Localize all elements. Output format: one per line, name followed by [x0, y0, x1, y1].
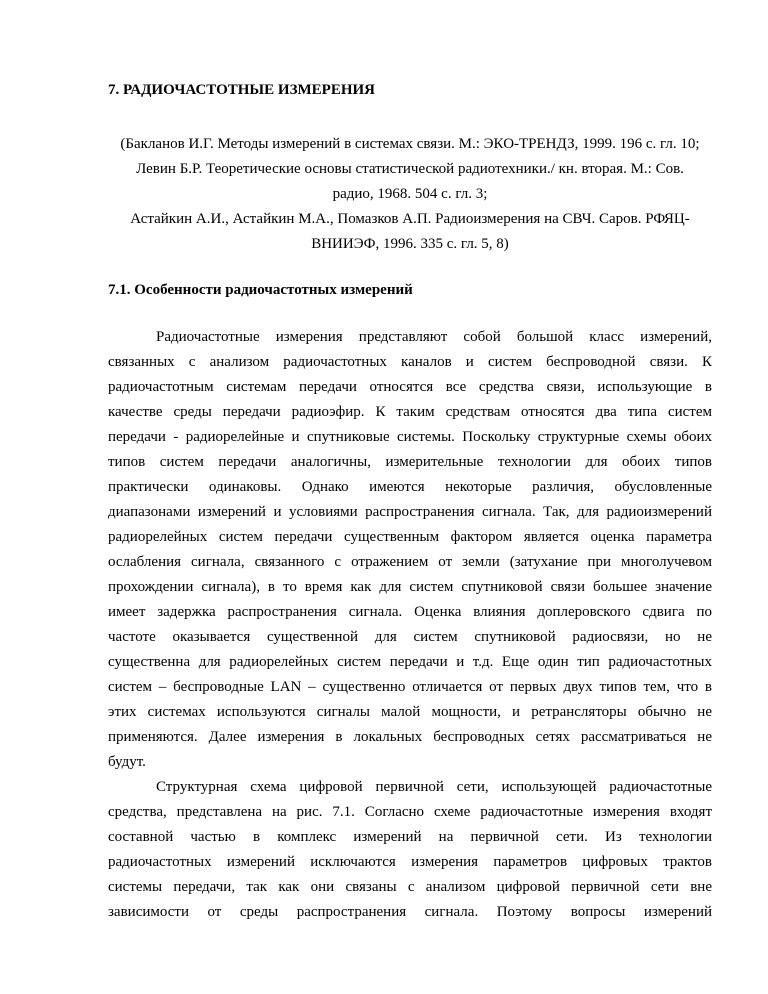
- references-block: [108, 132, 712, 257]
- text-line: будут.: [108, 754, 146, 770]
- paragraph-1: [108, 325, 712, 775]
- chapter-title: 7. РАДИОЧАСТОТНЫЕ ИЗМЕРЕНИЯ: [108, 82, 375, 98]
- text-line: средства, представлена на рис. 7.1. Согласно схеме радиочастотные измерения входят: [108, 804, 712, 820]
- text-line: диапазонами измерений и условиями распространения сигнала. Так, для радиоизмерений: [108, 504, 712, 520]
- paragraph-2: [108, 775, 712, 925]
- text-line: имеет задержка распространения сигнала. Оценка влияния доплеровского сдвига по: [108, 604, 712, 620]
- reference-line: Левин Б.Р. Теоретические основы статистической радиотехники./ кн. вторая. М.: Сов.: [136, 161, 684, 177]
- reference-line: Астайкин А.И., Астайкин М.А., Помазков А.П. Радиоизмерения на СВЧ. Саров. РФЯЦ-: [130, 211, 690, 227]
- text-line: существенна для радиорелейных систем передачи и т.д. Еще один тип радиочастотных: [108, 654, 712, 670]
- text-line: зависимости от среды распространения сигнала. Поэтому вопросы измерений: [108, 904, 712, 920]
- text-line: Структурная схема цифровой первичной сети, использующей радиочастотные: [156, 779, 712, 795]
- text-line: связанных с анализом радиочастотных каналов и систем беспроводной связи. К: [108, 354, 712, 370]
- text-line: прохождении сигнала), в то время как для систем спутниковой связи большее значение: [108, 579, 712, 595]
- section-title: 7.1. Особенности радиочастотных измерений: [108, 282, 413, 298]
- text-line: радиочастотных измерений исключаются измерения параметров цифровых трактов: [108, 854, 712, 870]
- text-line: радиочастотным системам передачи относятся все средства связи, использующие в: [108, 379, 712, 395]
- reference-line: (Бакланов И.Г. Методы измерений в системах связи. М.: ЭКО-ТРЕНДЗ, 1999. 196 с. гл. 10;: [120, 136, 700, 152]
- text-line: практически одинаковы. Однако имеются некоторые различия, обусловленные: [108, 479, 712, 495]
- text-line: системы передачи, так как они связаны с анализом цифровой первичной сети вне: [108, 879, 712, 895]
- text-line: типов систем передачи аналогичны, измерительные технологии для обоих типов: [108, 454, 712, 470]
- text-line: систем – беспроводные LAN – существенно отличается от первых двух типов тем, что в: [108, 679, 712, 695]
- text-line: передачи - радиорелейные и спутниковые системы. Поскольку структурные схемы обоих: [108, 429, 712, 445]
- text-line: частоте оказывается существенной для систем спутниковой радиосвязи, но не: [108, 629, 712, 645]
- text-line: радиорелейных систем передачи существенным фактором является оценка параметра: [108, 529, 712, 545]
- reference-line: радио, 1968. 504 с. гл. 3;: [332, 186, 488, 202]
- reference-line: ВНИИЭФ, 1996. 335 с. гл. 5, 8): [311, 236, 509, 252]
- body-text: [108, 325, 712, 925]
- text-line: применяются. Далее измерения в локальных беспроводных сетях рассматриваться не: [108, 729, 712, 745]
- text-line: ослабления сигнала, связанного с отражением от земли (затухание при многолучевом: [108, 554, 712, 570]
- text-line: качестве среды передачи радиоэфир. К таким средствам относятся два типа систем: [108, 404, 712, 420]
- text-line: Радиочастотные измерения представляют собой большой класс измерений,: [156, 329, 712, 345]
- text-line: этих системах используются сигналы малой мощности, и ретрансляторы обычно не: [108, 704, 712, 720]
- text-line: составной частью в комплекс измерений на первичной сети. Из технологии: [108, 829, 712, 845]
